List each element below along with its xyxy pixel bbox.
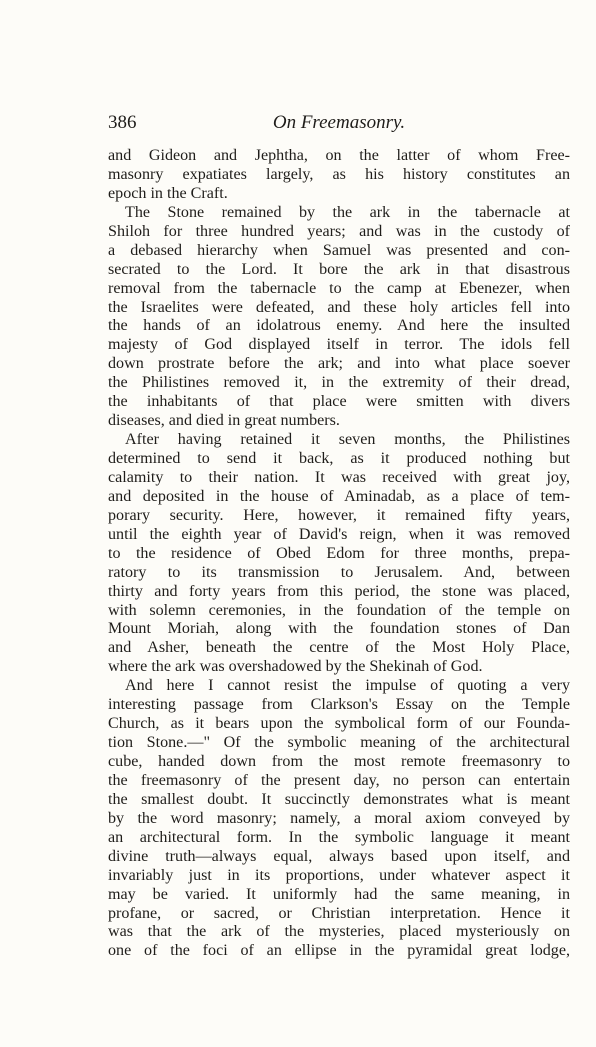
text-line: porary security. Here, however, it remained fifty years, (108, 506, 570, 524)
text-line: invariably just in its proportions, under whatever aspect it (108, 866, 570, 884)
text-line: Church, as it bears upon the symbolical form of our Founda- (108, 715, 570, 733)
text-line: until the eighth year of David's reign, when it was removed (108, 525, 570, 543)
body-text (108, 147, 570, 961)
text-line: an architectural form. In the symbolic language it meant (108, 828, 570, 846)
text-line: down prostrate before the ark; and into what place soever (108, 355, 570, 373)
page-header (108, 112, 570, 138)
text-line: secrated to the Lord. It bore the ark in that disastrous (108, 260, 570, 278)
text-line: After having retained it seven months, the Philistines (125, 431, 570, 449)
text-line: interesting passage from Clarkson's Essay on the Temple (108, 696, 570, 714)
text-line: majesty of God displayed itself in terror. The idols fell (108, 336, 570, 354)
text-line: a debased hierarchy when Samuel was presented and con- (108, 241, 570, 259)
text-line: profane, or sacred, or Christian interpretation. Hence it (108, 904, 570, 922)
text-line: ratory to its transmission to Jerusalem. And, between (108, 563, 570, 581)
text-line: tion Stone.—" Of the symbolic meaning of the architectural (108, 734, 570, 752)
text-line: the freemasonry of the present day, no person can entertain (108, 771, 570, 789)
text-line: the inhabitants of that place were smitten with divers (108, 393, 570, 411)
text-line: to the residence of Obed Edom for three months, prepa- (108, 544, 570, 562)
text-line: calamity to their nation. It was received with great joy, (108, 468, 570, 486)
text-line: diseases, and died in great numbers. (108, 412, 340, 430)
text-line: the Philistines removed it, in the extremity of their dread, (108, 374, 570, 392)
text-line: where the ark was overshadowed by the Shekinah of God. (108, 658, 483, 676)
text-line: and Gideon and Jephtha, on the latter of whom Free- (108, 147, 570, 164)
text-line: Shiloh for three hundred years; and was in the custody of (108, 222, 570, 240)
text-line: determined to send it back, as it produced nothing but (108, 450, 570, 467)
text-line: masonry expatiates largely, as his history constitutes an (108, 165, 570, 183)
running-title: On Freemasonry. (272, 112, 406, 133)
text-line: And here I cannot resist the impulse of quoting a very (125, 677, 570, 695)
page-number: 386 (108, 112, 137, 133)
text-line: the hands of an idolatrous enemy. And here the insulted (108, 317, 570, 335)
text-line: epoch in the Craft. (108, 184, 228, 202)
text-line: thirty and forty years from this period, the stone was placed, (108, 582, 570, 600)
text-line: divine truth—always equal, always based upon itself, and (108, 847, 570, 865)
text-line: removal from the tabernacle to the camp at Ebenezer, when (108, 279, 570, 297)
text-line: one of the foci of an ellipse in the pyramidal great lodge, (108, 942, 570, 960)
text-line: and Asher, beneath the centre of the Most Holy Place, (108, 639, 570, 657)
text-line: Mount Moriah, along with the foundation stones of Dan (108, 620, 570, 638)
text-line: the smallest doubt. It succinctly demonstrates what is meant (108, 790, 570, 808)
text-line: and deposited in the house of Aminadab, as a place of tem- (108, 487, 570, 505)
text-line: cube, handed down from the most remote freemasonry to (108, 753, 570, 770)
text-line: with solemn ceremonies, in the foundation of the temple on (108, 601, 570, 619)
text-line: The Stone remained by the ark in the tabernacle at (125, 203, 570, 221)
text-line: the Israelites were defeated, and these holy articles fell into (108, 298, 570, 316)
text-line: was that the ark of the mysteries, placed mysteriously on (108, 923, 570, 941)
text-line: by the word masonry; namely, a moral axiom conveyed by (108, 809, 570, 827)
text-line: may be varied. It uniformly had the same meaning, in (108, 885, 570, 903)
